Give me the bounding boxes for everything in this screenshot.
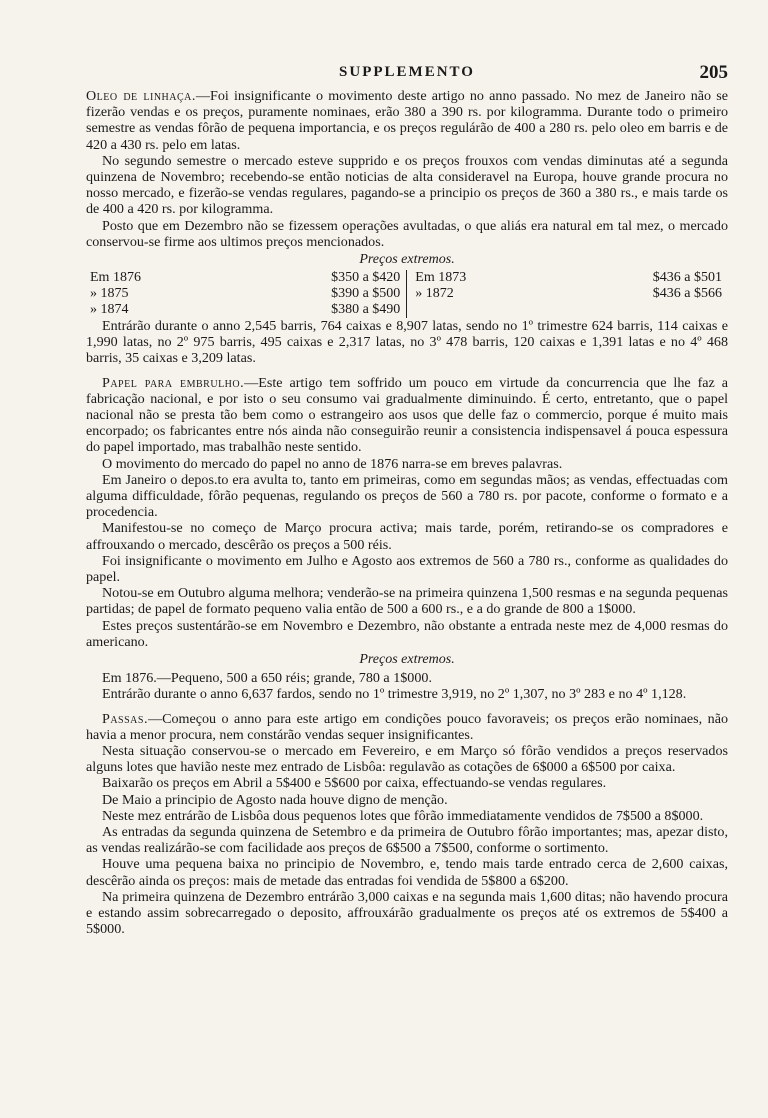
passas-paragraph-2: Nesta situação conservou-se o mercado em Fevereiro, e em Março só fôrão vendidos a preços reservados alguns lotes que havião neste mez entrado de Lisbôa: regulavão as cotações de 6$000 a 6$500 por caixa. [86, 742, 728, 776]
table-row [86, 302, 728, 318]
table-row [86, 270, 728, 286]
papel-heading: Papel para embrulho. [102, 374, 245, 391]
papel-paragraph-4: Manifestou-se no começo de Março procura activa; mais tarde, porém, retirando-se os compradores e affrouxando o mercado, descêrão os preços a 500 réis. [86, 520, 728, 553]
passas-paragraph-8: Na primeira quinzena de Dezembro entrárão 3,000 caixas e na segunda mais 1,600 ditas; não havendo procura e estando assim sobrecarregado o deposito, affrouxárão gradualmente os preços até os extremos de 5$400 a 5$000. [86, 888, 728, 938]
page-number: 205 [699, 62, 728, 83]
price-label: » 1874 [90, 302, 129, 318]
papel-paragraph-8: Em 1876.—Pequeno, 500 a 650 réis; grande, 780 a 1$000. [102, 670, 432, 687]
running-head [86, 62, 728, 86]
papel-paragraph-3: Em Janeiro o depos.to era avulta to, tanto em primeiras, como em segundas mãos; as vendas, effectuadas com alguma difficuldade, fôrão pequenas, regulando os preços de 560 a 780 rs. por pacote, conforme o formato e a procedencia. [86, 471, 728, 521]
oleo-text-1: —Foi insignificante o movimento deste artigo no anno passado. No mez de Janeiro não se fizerão vendas e os preços, puramente nominaes, erão 380 a 390 rs. por kilogramma. Durante todo o primeiro semestre as vendas fôrão de pequena importancia, e os preços regulárão de 400 a 280 rs. pelo oleo em barris e de 420 a 430 rs. pelo em latas. [86, 88, 729, 153]
papel-paragraph-6: Notou-se em Outubro alguma melhora; venderão-se na primeira quinzena 1,500 resmas e na segunda pequenas partidas; de papel de formato pequeno valia então de 500 a 600 rs., e a do grande de 800 a 1$000. [86, 585, 728, 618]
oleo-paragraph-2: No segundo semestre o mercado esteve supprido e os preços frouxos com vendas diminutas até a segunda quinzena de Novembro; recebendo-se então noticias de alta consideravel na Europa, houve grande procura no nosso mercado, e fizerão-se vendas regulares, pagando-se a principio os preços de 360 a 380 rs., e mais tarde os de 400 a 420 rs. por kilogramma. [86, 152, 728, 218]
passas-paragraph-5: Neste mez entrárão de Lisbôa dous pequenos lotes que fôrão immediatamente vendidos de 7$500 a 8$000. [102, 807, 704, 824]
papel-text-1: —Este artigo tem soffrido um pouco em virtude da concurrencia que lhe faz a fabricação nacional, e por isto o seu consumo vai gradualmente diminuindo. É certo, entretanto, que o papel nacional não se presta tão bem como o estrangeiro aos usos que delle faz o commercio, porque é muito mais encorpado; os fabricantes entre nós ainda não conseguirão reunir a consistencia indispensavel á pouca espessura do papel importado, mas trabalhão neste sentido. [86, 374, 729, 456]
oleo-heading: Oleo de linhaça. [86, 88, 196, 104]
running-title: SUPPLEMENTO [339, 64, 475, 80]
passas-text-1: —Começou o anno para este artigo em condições pouco favoraveis; os preços erão nominaes, não havia a menor procura, nem constárão vendas sequer insignificantes. [86, 710, 728, 743]
price-label: Em 1873 [415, 270, 467, 286]
passas-heading: Passas. [102, 710, 148, 727]
papel-paragraph-7: Estes preços sustentárão-se em Novembro e Dezembro, não obstante a entrada neste mez de 4,000 resmas do americano. [86, 617, 728, 650]
passas-paragraph-4: De Maio a principio de Agosto nada houve digno de menção. [102, 791, 448, 808]
price-value: $436 a $501 [652, 270, 722, 286]
table-row [86, 286, 728, 302]
papel-paragraph-5: Foi insignificante o movimento em Julho e Agosto aos extremos de 560 a 780 rs., conforme as qualidades do papel. [86, 552, 728, 586]
papel-prices-title: Preços extremos. [359, 652, 455, 668]
oleo-paragraph-1 [86, 88, 728, 153]
price-value: $436 a $566 [652, 286, 722, 302]
papel-paragraph-2: O movimento do mercado do papel no anno de 1876 narra-se em breves palavras. [102, 455, 563, 472]
price-value: $390 a $500 [331, 286, 401, 302]
oleo-paragraph-4: Entrárão durante o anno 2,545 barris, 764 caixas e 8,907 latas, sendo no 1º trimestre 624 barris, 114 caixas e 1,990 latas, no 2º 975 barris, 495 caixas e 2,317 latas, no 3º 478 barris, 120 caixas e 1,391 latas e no 4º 468 barris, 35 caixas e 3,209 latas. [86, 318, 728, 367]
passas-paragraph-3: Baixarão os preços em Abril a 5$400 e 5$600 por caixa, effectuando-se vendas regulares. [102, 775, 607, 792]
passas-paragraph-6: As entradas da segunda quinzena de Setembro e da primeira de Outubro fôrão importantes; mas, apezar disto, as vendas realizárão-se com facilidade aos preços de 6$500 a 7$500, conforme o sortimento. [86, 823, 728, 857]
price-label: Em 1876 [90, 270, 141, 286]
price-value: $380 a $490 [331, 302, 401, 318]
oleo-prices-table [86, 270, 728, 318]
papel-paragraph-1 [86, 375, 728, 456]
papel-paragraph-9: Entrárão durante o anno 6,637 fardos, sendo no 1º trimestre 3,919, no 2º 1,307, no 3º 283 e no 4º 1,128. [102, 686, 687, 703]
oleo-prices-title: Preços extremos. [359, 252, 455, 268]
price-label: » 1872 [415, 286, 454, 302]
price-value: $350 a $420 [331, 270, 401, 286]
price-label: » 1875 [90, 286, 129, 302]
oleo-paragraph-3: Posto que em Dezembro não se fizessem operações avultadas, o que aliás era natural em tal mez, o mercado conservou-se firme aos ultimos preços mencionados. [86, 217, 728, 250]
passas-paragraph-1 [86, 711, 728, 743]
passas-paragraph-7: Houve uma pequena baixa no principio de Novembro, e, tendo mais tarde entrado cerca de 2,600 caixas, descêrão ainda os preços: mais de metade das entradas foi vendida de 5$800 a 6$200. [86, 856, 728, 889]
